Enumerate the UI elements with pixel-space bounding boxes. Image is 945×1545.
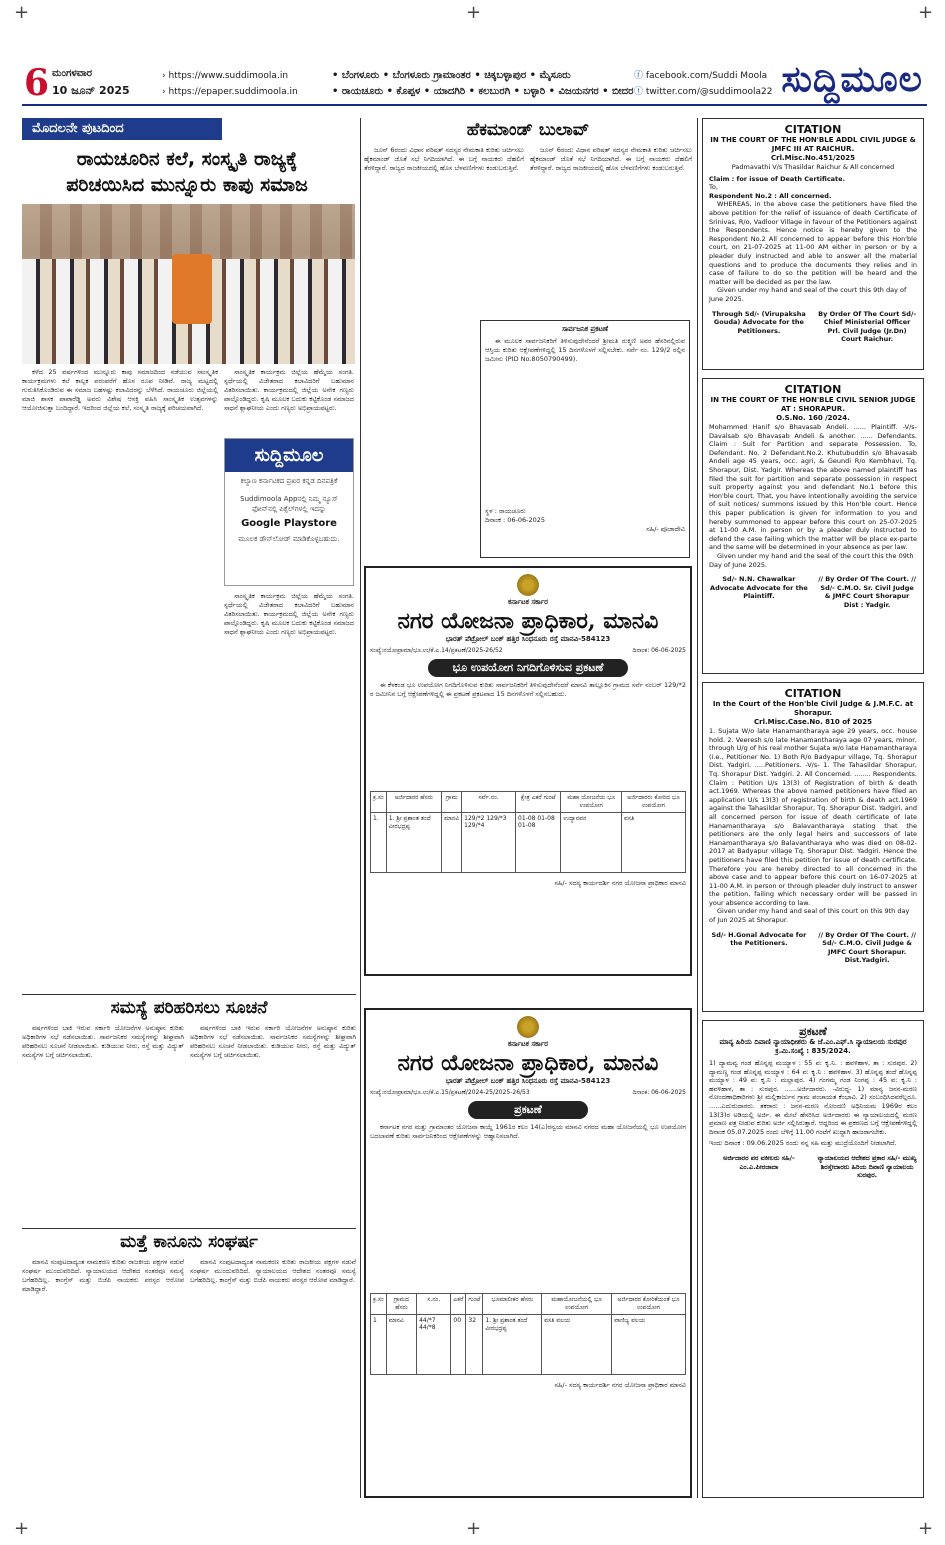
promo-line-3: ಮೂಲಕ ಡೌನ್‌ಲೋಡ್ ಮಾಡಿಕೊಳ್ಳಬಹುದು. (238, 535, 340, 543)
notice1-ref: ಸಂಖ್ಯೆ:ನಯೋಪ್ರಾಮಾ/ಭೂ.ಉ/ಕೆ.ಎ.14/ಪ್ರಕಟಣೆ/2025-26/52 (370, 647, 503, 654)
kannada-notice-signatures (709, 1154, 917, 1180)
header-cities (332, 68, 633, 100)
notice1-sign: ಸಹಿ/- ಸದಸ್ಯ ಕಾರ್ಯದರ್ಶಿ ನಗರ ಯೋಜನಾ ಪ್ರಾಧಿಕಾರ ಮಾನವಿ (554, 879, 686, 887)
lead-headline-line-1: ರಾಯಚೂರಿನ ಕಲೆ, ಸಂಸ್ಕೃತಿ ರಾಜ್ಯಕ್ಕೆ (76, 148, 298, 170)
town-planning-notice-1 (364, 566, 692, 976)
twitter-icon: ⓣ (634, 87, 646, 97)
notice2-ref-row (370, 1089, 686, 1097)
sale-notice-place: ಸ್ಥಳ : ರಾಯಚೂರು (485, 507, 526, 515)
story4-col-2-text: ಜೂನ್ 6ರಂದು ವಿಧಾನ ಪರಿಷತ್ ಸದಸ್ಯರ ನೇಮಕಾತಿ ಕುರಿತು ಚರ್ಚಿಸಲು ಹೈಕಮಾಂಡ್ ಜೊತೆ ಸಭೆ ನಿಗದಿಯಾಗಿದೆ. ಈ ಬಗ್ಗೆ ನಾಯಕರು ದೆಹಲಿಗೆ ತೆರಳಿದ್ದಾರೆ. ರಾಜ್ಯದ ರಾಜಕೀಯದಲ್ಲಿ ಹೊಸ ಬೆಳವಣಿಗೆಗಳು ಕಂಡುಬರುತ್ತಿವೆ. (530, 146, 692, 172)
story4-col-1-text: ಜೂನ್ 6ರಂದು ವಿಧಾನ ಪರಿಷತ್ ಸದಸ್ಯರ ನೇಮಕಾತಿ ಕುರಿತು ಚರ್ಚಿಸಲು ಹೈಕಮಾಂಡ್ ಜೊತೆ ಸಭೆ ನಿಗದಿಯಾಗಿದೆ. ಈ ಬಗ್ಗೆ ನಾಯಕರು ದೆಹಲಿಗೆ ತೆರಳಿದ್ದಾರೆ. ರಾಜ್ಯದ ರಾಜಕೀಯದಲ್ಲಿ ಹೊಸ ಬೆಳವಣಿಗೆಗಳು ಕಂಡುಬರುತ್ತಿವೆ. (364, 146, 524, 172)
citation1-given: Given under my hand and seal of the court this 9th day of June 2025. (709, 286, 907, 303)
story2-col-2 (190, 1024, 356, 1224)
citation1-claim: Claim : for issue of Death Certificate. (709, 174, 846, 183)
kannada-notice-case: ಕ್ರ.ಮಿ.ಸಂಖ್ಯೆ : 835/2024. (775, 1047, 851, 1055)
notice2-date: ದಿನಾಂಕ: 06-06-2025 (632, 1089, 686, 1096)
citation1-parties: Padmavathi V/s Thasildar Raichur & All concerned (731, 163, 895, 171)
kannada-notice-sig-right: ನ್ಯಾಯಾಲಯದ ಆದೇಶದ ಪ್ರಕಾರ ಸಹಿ/- ಮುಖ್ಯ ಶಿರಸ್ತೇದಾರರು ಹಿರಿಯ ದಿವಾಣಿ ನ್ಯಾಯಾಲಯ ಸುರಪುರ. (817, 1153, 917, 1180)
lead-col-2b-text: ಸಾಂಸ್ಕೃತಿಕ ಕಾರ್ಯಕ್ರಮ ಜಿಲ್ಲೆಯ ಹೆಮ್ಮೆಯ ಸಂಗತಿ. ಸ್ಪರ್ಧೆಯಲ್ಲಿ ವಿಜೇತರಾದ ಕಲಾವಿದರಿಗೆ ಬಹುಮಾನ ವಿತರಿಸಲಾಯಿತು. ಕಾರ್ಯಕ್ರಮದಲ್ಲಿ ಜಿಲ್ಲೆಯ ಅನೇಕ ಗಣ್ಯರು ಪಾಲ್ಗೊಂಡಿದ್ದರು. ಕೃಷಿ ಮೂಲಕ ಬದುಕು ಕಟ್ಟಿಕೊಂಡ ಸಮಾಜದ ಸಾಧನೆ ಶ್ಲಾಘನೀಯ ಎಂದು ಗಣ್ಯರು ಅಭಿಪ್ರಾಯಪಟ್ಟರು. (224, 592, 354, 636)
notice2-table (370, 1293, 686, 1375)
citation1-to: To, (709, 183, 718, 192)
citation2-given: Given under my hand and the seal of the court this the 09th Day of June 2025. (709, 551, 914, 569)
citation2-title: CITATION (784, 383, 842, 396)
citation3-sig-left: Sd/- H.Gonal Advocate for the Petitioners. (711, 930, 807, 948)
citation1-resp: Respondent No.2 : All concerned. (709, 191, 832, 200)
citation3-body: 1. Sujata W/o late Hanamantharaya age 29 years, occ. house hold. 2. Veeresh s/o late Hanamantharaya age 07 years, minor, through U/g of his real mother Sujata w/o late Hanamantharaya (i.e., Petitioner No. 1) Both R/o Badyapur village, Tq. Shorapur Dist. Yadgiri. .....Petitioners. -V/s- 1. The Tahasildar Shorapur, Tq. Shorapur Dist. Yadgiri. 2. All Concerned. ........ Respondents. Claim : Petition U/s 13(3) of Registration of birth & death act.1969. Whereas the above named petitioners have filed an application U/s 13(3) of registration of birth & death act.1969 against the Tahasildar Shorapur, Tq. Shorapur Dist. Yadgiri, and all concerned person for issue of death certificate of late Hanamantharaya s/o Balavantharaya stating that the petitioners are the only legal heirs and successors of late Hanamantharaya s/o Balavantharaya who was died on 08-02-2017 at Badyapur village Tq. Shorapur Dist. Yadgiri. Hence the petitioners have filed this petition for issue of death certificate. Therefore you are hereby directed to all concerned in the above case and to appear before this court on 16-07-2025 at 11-00 A.M. in person or through pleader duly instruct to answer the petition, failing which necessary order will be passed in your absence according to law. (709, 727, 917, 907)
citation1-sig-left: Through Sd/- (Virupaksha Gouda) Advocate for the Petitioners. (712, 309, 806, 335)
rule-story3 (22, 1228, 356, 1229)
lead-col-2-text: ಸಾಂಸ್ಕೃತಿಕ ಕಾರ್ಯಕ್ರಮ ಜಿಲ್ಲೆಯ ಹೆಮ್ಮೆಯ ಸಂಗತಿ. ಸ್ಪರ್ಧೆಯಲ್ಲಿ ವಿಜೇತರಾದ ಕಲಾವಿದರಿಗೆ ಬಹುಮಾನ ವಿತರಿಸಲಾಯಿತು. ಕಾರ್ಯಕ್ರಮದಲ್ಲಿ ಜಿಲ್ಲೆಯ ಅನೇಕ ಗಣ್ಯರು ಪಾಲ್ಗೊಂಡಿದ್ದರು. ಕೃಷಿ ಮೂಲಕ ಬದುಕು ಕಟ್ಟಿಕೊಂಡ ಸಮಾಜದ ಸಾಧನೆ ಶ್ಲಾಘನೀಯ ಎಂದು ಗಣ್ಯರು ಅಭಿಪ್ರಾಯಪಟ್ಟರು. (224, 368, 354, 412)
header-date: 10 ಜೂನ್ 2025 (52, 84, 130, 97)
lead-col-1 (22, 368, 218, 988)
sale-notice-date: ದಿನಾಂಕ : 06-06-2025 (485, 516, 546, 524)
notice1-table-header: ಕ್ರ.ಸಂ ಅರ್ಜಿದಾರರ ಹೆಸರು ಗ್ರಾಮ ಸರ್ವೆ.ನಂ. ಕ್ಷೇತ್ರ ಎಕರೆ ಗುಂಟೆ ಮಹಾ ಯೋಜನೆಯ ಭೂ ಉಪಯೋಗ ಅರ್ಜಿದಾರರು ಕೋರಿದ ಭೂ ಉಪಯೋಗ (371, 792, 686, 813)
table-row: 1. 1. ಶ್ರೀ ಪ್ರಶಾಂತ ತಂದೆ ವೀರಭದ್ರಪ್ಪ ಮಾನವಿ 129/*2 129/*3 129/*4 01-08 01-08 01-08 ಉದ್ಯಾನವನ ವಸತಿ (371, 813, 686, 873)
notice1-pill: ಭೂ ಉಪಯೋಗ ನಿಗದಿಗೊಳಿಸುವ ಪ್ರಕಟಣೆ (428, 659, 628, 677)
story4-col-2 (530, 146, 692, 316)
kannada-notice-given: ಇಂದು ದಿನಾಂಕ : 09.06.2025 ರಂದು ನನ್ನ ಸಹಿ ಮತ್ತು ಮುದ್ರೆಯೊಂದಿಗೆ ನೀಡಲಾಗಿದೆ. (709, 1139, 897, 1148)
citation3-title: CITATION (784, 687, 842, 700)
citation2-body: Mohammed Hanif s/o Bhavasab Andeli. ...... Plaintiff. -V/s- Davalsab s/o Bhavasab Andeli & another. ...... Defendants. Claim : Suit for Partition and separate Possession. To, Defendant. No. 2 Defendant.No.2. Khutubuddin s/o Bhavasab Andeli age 45 years, occ. agri, & Geundi R/o Kembhavi, Tq. Shorapur, Dist. Yadgir. Whereas the above named plaintiff has filed the suit for partition and separate possession in respect suit property against you and defendant No.1 before this Hon'ble court. That, you have intentionally avoiding the service of suit notices/ summons issued by this Hon'ble court. Hence this paper publication is given for information to you and hereby summoned to appear before this court on 25-07-2025 at 11-00 A.M. in person or by a pleader duly instructed to defend the case failing which the matter will be place ex-parte and the same will be determined in your absence as per law. (709, 423, 917, 552)
registration-mark-bottom-center: + (466, 1518, 482, 1539)
story3-col-1 (22, 1258, 184, 1498)
header-social (634, 68, 772, 100)
citation-2 (702, 378, 924, 674)
citation1-title: CITATION (784, 123, 842, 136)
notice2-sign: ಸಹಿ/- ಸದಸ್ಯ ಕಾರ್ಯದರ್ಶಿ ನಗರ ಯೋಜನಾ ಪ್ರಾಧಿಕಾರ ಮಾನವಿ (554, 1381, 686, 1389)
sale-notice-box (480, 320, 690, 558)
citation2-case: O.S.No. 160 /2024. (776, 414, 850, 422)
citation2-signatures (709, 575, 917, 609)
kannada-notice-body: 1) ದ್ಯಾಮವ್ವ ಗಂಡ ಹೊನ್ನಪ್ಪ ಮಯ್ಯಾಳ : 55 ವ: ಕೃ.ನಿ. : ಹವಳಿಹಾಳ, ತಾ : ಸುರಪುರ. 2) ದ್ಯಾಮಣ್ಣ ಗಂಡ ಹೊನ್ನಪ್ಪ ಮಯ್ಯಾಳ : 64 ವ: ಕೃ.ನಿ : ಹವಳಿಹಾಳ. 3) ಹೊನ್ನಪ್ಪ ತಂದೆ ಹೊನ್ನಪ್ಪ ಮಯ್ಯಾಳ : 49 ವ: ಕೃ.ನಿ : ಮಲ್ಲಾಪುರ. 4) ಗಂಗಮ್ಮ ಗಂಡ ನಿಂಗಪ್ಪ : 45 ವ: ಕೃ.ನಿ : ಹವಳಿಹಾಳ, ತಾ : ಸುರಪುರ. ......ಅರ್ಜಿದಾರರು. -ವಿರುದ್ಧ- 1) ಮಾನ್ಯ ಜನನ-ಮರಣ ನೋಂದಣಾಧಿಕಾರಿಗಳು ಶ್ರೀ ಮಲ್ಲಿಕಾರ್ಜುನ ಗ್ರಾಮ ಪಂಚಾಯತ ಕೆಂಭಾವಿ. 2) ಸಂಬಂಧಿಸಿದವರೆಲ್ಲರೂ. ......ಎದುರುದಾರರು. ತಕರಾರು : ಜನನ-ಮರಣ ನೋಂದಣಿ ಅಧಿನಿಯಮ 1969ರ ಕಲಂ 13(3)ರ ಅಡಿಯಲ್ಲಿ ಅರ್ಜಿ. ಈ ಮೇಲೆ ಹೆಸರಿಸಿದ ಅರ್ಜಿದಾರರು ಈ ನ್ಯಾಯಾಲಯದಲ್ಲಿ ಮರಣ ಪ್ರಮಾಣ ಪತ್ರ ನೀಡುವ ಕುರಿತು ಅರ್ಜಿ ಸಲ್ಲಿಸಿರುತ್ತಾರೆ. ಆದ್ದರಿಂದ ಈ ಪ್ರಕರಣದ ಬಗ್ಗೆ ಆಕ್ಷೇಪಣೆಗಳಿದ್ದಲ್ಲಿ ದಿನಾಂಕ 05.07.2025 ರಂದು ಬೆಳಿಗ್ಗೆ 11.00 ಗಂಟೆಗೆ ಖುದ್ದಾಗಿ ಹಾಜರಾಗಬೇಕು. (709, 1059, 917, 1136)
notice2-body: ಕರ್ನಾಟಕ ನಗರ ಮತ್ತು ಗ್ರಾಮಾಂತರ ಯೋಜನಾ ಕಾಯ್ದೆ 1961ರ ಕಲಂ 14(ಎ)ರನ್ವಯ ಮಾನವಿ ನಗರದ ಮಹಾ ಯೋಜನೆಯಲ್ಲಿ ಭೂ ಉಪಯೋಗ ಬದಲಾವಣೆ ಕುರಿತು ಸಾರ್ವಜನಿಕರಿಂದ ಆಕ್ಷೇಪಣೆಗಳನ್ನು ಆಹ್ವಾನಿಸಲಾಗಿದೆ. (370, 1123, 686, 1140)
promo-playstore: Google Playstore (241, 518, 337, 529)
table-row: 1 ಮಾನವಿ 44/*7 44/*8 00 32 1. ಶ್ರೀ ಪ್ರಶಾಂತ ತಂದೆ ವೀರಭದ್ರಪ್ಪ ವಸತಿ ವಲಯ ವಾಣಿಜ್ಯ ವಲಯ (371, 1315, 686, 1375)
notice2-ref: ಸಂಖ್ಯೆ:ನಯೋಪ್ರಾಮಾ/ಭೂ.ಉ/ಕೆ.ಎ.15/ಪ್ರಕಟಣೆ/2024-25/2025-26/53 (370, 1089, 530, 1096)
notice1-date: ದಿನಾಂಕ: 06-06-2025 (632, 647, 686, 654)
notice1-ref-row (370, 647, 686, 655)
registration-mark-top-center: + (466, 2, 482, 23)
lead-headline-line-2: ಪರಿಚಯಿಸಿದ ಮುನ್ನೂರು ಕಾಪು ಸಮಾಜ (66, 174, 308, 196)
column-divider (360, 118, 361, 1498)
registration-mark-top-left: + (14, 2, 30, 23)
lead-photo (22, 204, 355, 364)
promo-line-2: Suddimoola Appನಲ್ಲಿ ನಿಮ್ಮ ನ್ಯೂಸ್ ಫೋನ್‌ನಲ್ಲಿ ಪಿಕ್ಸೆಲ್‌ಗಳಲ್ಲಿ ಇದನ್ನು (240, 495, 338, 513)
sale-notice-text: ಈ ಮೂಲಕ ಸಾರ್ವಜನಿಕರಿಗೆ ತಿಳಿಸುವುದೇನೆಂದರೆ ಶ್ರೀಮತಿ ರುಕ್ಮಿಣಿ ಅವರ ಹೆಸರಿನಲ್ಲಿರುವ ಆಸ್ತಿಯ ಕುರಿತು ಆಕ್ಷೇಪಣೆಗಳಿದ್ದಲ್ಲಿ 15 ದಿನಗಳೊಳಗೆ ಸಲ್ಲಿಸಬೇಕು. ಸರ್ವೆ ನಂ. 129/2 ರಲ್ಲಿನ ಜಮೀನು (PID No.8050790499). (485, 337, 685, 363)
town-planning-notice-2 (364, 1008, 692, 1498)
sale-notice-title: ಸಾರ್ವಜನಿಕ ಪ್ರಕಟಣೆ (561, 325, 609, 333)
facebook-link[interactable]: ⓕ facebook.com/Suddi Moola (634, 71, 768, 81)
cities-line-1: • ಬೆಂಗಳೂರು • ಬೆಂಗಳೂರು ಗ್ರಾಮಾಂತರ • ಚಿಕ್ಕಬಳ್ಳಾಪುರ • ಮೈಸೂರು (332, 70, 571, 81)
story3-col-2-text: ಮಾನವಿ ಸಂಪುಟದಾದ್ಯಂತ ನಾಮಕರಣ ಕುರಿತು ರಾಜಕೀಯ ಪಕ್ಷಗಳ ನಡುವೆ ಸಂಘರ್ಷ ಮುಂದುವರಿದಿದೆ. ನ್ಯಾಯಾಲಯದ ಆದೇಶದ ನಂತರವೂ ಸಮಸ್ಯೆ ಬಗೆಹರಿದಿಲ್ಲ. ಕಾಂಗ್ರೆಸ್ ಮತ್ತು ಬಿಜೆಪಿ ನಾಯಕರು ಪರಸ್ಪರ ಆರೋಪ ಮಾಡಿದ್ದಾರೆ. (190, 1258, 356, 1284)
story4-title: ಹೆಕಮಾಂಡ್ ಬುಲಾವ್ (466, 120, 590, 140)
registration-mark-bottom-right: + (918, 1518, 934, 1539)
lead-headline (22, 146, 352, 198)
notice2-govt: ಕರ್ನಾಟಕ ಸರ್ಕಾರ (508, 1040, 548, 1048)
website-link[interactable]: › https://www.suddimoola.in (162, 71, 289, 81)
citation1-case: Crl.Misc.No.451/2025 (771, 154, 855, 162)
story3-title: ಮತ್ತೆ ಕಾನೂನು ಸಂಘರ್ಷ (120, 1232, 258, 1252)
kannada-notice-sig-left: ಅರ್ಜಿದಾರರ ಪರ ವಕೀಲರು ಸಹಿ/- ಎಂ.ಎ.ಪೀರಜಾದಾ (723, 1153, 795, 1171)
citation1-court: IN THE COURT OF THE HON'BLE ADDL CIVIL JUDGE & JMFC III AT RAICHUR. (710, 136, 916, 153)
promo-line-1: ಕಲ್ಯಾಣ ಕರ್ನಾಟಕದ ಪ್ರಖರ ಕನ್ನಡ ದಿನಪತ್ರಿಕೆ (240, 477, 338, 485)
citation3-given: Given under my hand and seal of this court on this 9th day of Jun 2025 at Shorapur. (709, 907, 910, 925)
citation2-sig-left: Sd/- N.N. Chawalkar Advocate Advocate for the Plaintiff. (710, 575, 808, 601)
karnataka-emblem-icon (517, 574, 539, 596)
citation3-sig-right: // By Order Of The Court. // Sd/- C.M.O. Civil Judge & JMFC Court Shorapur. Dist.Yadgiri. (818, 930, 916, 965)
story3-col-1-text: ಮಾನವಿ ಸಂಪುಟದಾದ್ಯಂತ ನಾಮಕರಣ ಕುರಿತು ರಾಜಕೀಯ ಪಕ್ಷಗಳ ನಡುವೆ ಸಂಘರ್ಷ ಮುಂದುವರಿದಿದೆ. ನ್ಯಾಯಾಲಯದ ಆದೇಶದ ನಂತರವೂ ಸಮಸ್ಯೆ ಬಗೆಹರಿದಿಲ್ಲ. ಕಾಂಗ್ರೆಸ್ ಮತ್ತು ಬಿಜೆಪಿ ನಾಯಕರು ಪರಸ್ಪರ ಆರೋಪ ಮಾಡಿದ್ದಾರೆ. (22, 1258, 184, 1293)
citation2-court: IN THE COURT OF THE HON'BLE CIVIL SENIOR JUDGE AT : SHORAPUR. (710, 396, 916, 413)
sale-notice-sign: ಸಹಿ/- ಪೂಜಾದೇವಿ (646, 525, 685, 533)
citation3-court: In the Court of the Hon'ble Civil Judge & J.M.F.C. at Shorapur. (712, 700, 914, 717)
cities-line-2: • ರಾಯಚೂರು • ಕೊಪ್ಪಳ • ಯಾದಗಿರಿ • ಕಲಬುರಗಿ • ಬಳ್ಳಾರಿ • ವಿಜಯನಗರ • ಬೀದರ (332, 86, 634, 97)
citation1-sig-right: By Order Of The Court Sd/- Chief Ministerial Officer Prl. Civil Judge (Jr.Dn) Court Raichur. (818, 309, 917, 344)
page-number: 6 (24, 62, 50, 104)
notice1-body: ಈ ಕೆಳಕಂಡ ಭೂ ಉಪಯೋಗ ನಿಗದಿಗೊಳಿಸುವ ಕುರಿತು ಸಾರ್ವಜನಿಕರಿಗೆ ತಿಳಿಸುವುದೇನೆಂದರೆ ಮಾನವಿ ತಾಲ್ಲೂಕಿನ ಗ್ರಾಮದ ಸರ್ವೆ ನಂಬರ್ 129/*2 ರ ಜಮೀನಿನ ಬಗ್ಗೆ ಆಕ್ಷೇಪಣೆಗಳಿದ್ದಲ್ಲಿ ಈ ಪ್ರಕಟಣೆ ಪ್ರಕಟವಾದ 15 ದಿನಗಳೊಳಗೆ ಸಲ್ಲಿಸಬಹುದು. (370, 681, 686, 698)
facebook-icon: ⓕ (634, 71, 646, 81)
column-divider (697, 118, 698, 1498)
header-day: ಮಂಗಳವಾರ (52, 68, 93, 79)
story4-col-1 (364, 146, 524, 316)
app-promo-box[interactable] (224, 438, 354, 586)
lead-col-1-text: ಕಳೆದ 25 ವರ್ಷಗಳಿಂದ ಮುನ್ನೂರು ಕಾಪು ಸಮಾಜದಿಂದ ನಡೆಯುವ ಸಾಂಸ್ಕೃತಿಕ ಕಾರ್ಯಕ್ರಮಗಳು ಕಲೆ ಕಾಲ್ಪಕ ಪರಂಪರೆಗೆ ಹೊಸ ರೂಪ ನೀಡಿವೆ. ರಾಜ್ಯ ಮಟ್ಟದಲ್ಲಿ ಗುರುತಿಸಿಕೊಂಡಿರುವ ಈ ಸಮಾಜ ಬಹಳಷ್ಟು ಕಲಾವಿದರನ್ನು ಬೆಳೆಸಿದೆ. ರಾಯಚೂರು ಜಿಲ್ಲೆಯಲ್ಲಿ ಮಾಜಿ ಶಾಸಕ ಪಾಪಾರೆಡ್ಡಿ ಅವರು ವಿಶೇಷ ಆಸಕ್ತಿ ವಹಿಸಿ ಸಾಂಸ್ಕೃತಿಕ ಉತ್ಸವಗಳನ್ನು ಆಯೋಜಿಸುತ್ತಾ ಬಂದಿದ್ದಾರೆ. ಇದರಿಂದ ಜಿಲ್ಲೆಯ ಕಲೆ, ಸಂಸ್ಕೃತಿ ರಾಜ್ಯಕ್ಕೆ ಪರಿಚಯವಾಗಿದೆ. (22, 368, 218, 412)
header-urls (162, 68, 298, 100)
lead-col-2 (224, 368, 354, 434)
notice2-table-header: ಕ್ರ.ಸಂ ಗ್ರಾಮದ ಹೆಸರು ಸ.ನಂ. ಎಕರೆ ಗುಂಟೆ ಭೂಮಾಲೀಕರ ಹೆಸರು ಮಹಾಯೋಜನೆಯಲ್ಲಿ ಭೂ ಉಪಯೋಗ ಅರ್ಜಿದಾರರ ಕೋರಿಕೆಯಂತೆ ಭೂ ಉಪಯೋಗ (371, 1294, 686, 1315)
sale-notice-footer (485, 507, 685, 534)
kannada-notice-title: ಪ್ರಕಟಣೆ (799, 1025, 827, 1038)
section-banner: ಮೊದಲನೇ ಪುಟದಿಂದ (22, 118, 222, 140)
kannada-court-notice (702, 1020, 924, 1498)
notice2-pill: ಪ್ರಕಟಣೆ (468, 1101, 588, 1119)
notice1-subtitle: ಭಾರತ್ ಪೆಟ್ರೋಲ್ ಬಂಕ್ ಹತ್ತಿರ ಸಿಂಧನೂರು ರಸ್ತೆ ಮಾನವಿ-584123 (445, 635, 611, 643)
rule-story2 (22, 994, 356, 995)
promo-logo: ಸುದ್ದಿಮೂಲ (225, 439, 353, 472)
citation3-case: Crl.Misc.Case.No. 810 of 2025 (753, 718, 872, 726)
notice2-subtitle: ಭಾರತ್ ಪೆಟ್ರೋಲ್ ಬಂಕ್ ಹತ್ತಿರ ಸಿಂಧನೂರು ರಸ್ತೆ ಮಾನವಿ-584123 (445, 1077, 611, 1085)
notice1-table (370, 791, 686, 873)
karnataka-emblem-icon (517, 1016, 539, 1038)
epaper-link[interactable]: › https://epaper.suddimoola.in (162, 87, 298, 97)
citation1-body: WHEREAS, in the above case the petitioners have filed the above petition for the relief of issuance of death Certificate of Srinivas, R/o, Vadloor Village in favour of the Petitioners against the Respondents. Hence notice is hereby given to the Respondent No.2 All concerned to appear before this Hon'ble court, on 21-07-2025 at 11-00 AM either in person or by a pleader duly instructed and able to answer all the material questions and to produce the documents they relies and in case of failure to do so the petition will be heard and the matter will be decided as per the law. (709, 200, 917, 286)
photo-honoree (172, 254, 212, 324)
story2-col-2-text: ವರ್ಷಗಳಿಂದ ಬಾಕಿ ಇರುವ ಸರ್ಕಾರಿ ಯೋಜನೆಗಳ ಅನುಷ್ಠಾನ ಕುರಿತು ಅಧಿಕಾರಿಗಳ ಸಭೆ ನಡೆಸಲಾಯಿತು. ಸಾರ್ವಜನಿಕರ ಸಮಸ್ಯೆಗಳನ್ನು ಶೀಘ್ರವಾಗಿ ಪರಿಹರಿಸಲು ಸೂಚನೆ ನೀಡಲಾಯಿತು. ಕುಡಿಯುವ ನೀರು, ರಸ್ತೆ ಮತ್ತು ವಿದ್ಯುತ್ ಸಮಸ್ಯೆಗಳ ಬಗ್ಗೆ ಚರ್ಚಿಸಲಾಯಿತು. (190, 1024, 356, 1059)
notice1-title: ನಗರ ಯೋಜನಾ ಪ್ರಾಧಿಕಾರ, ಮಾನವಿ (397, 608, 659, 634)
notice1-govt: ಕರ್ನಾಟಕ ಸರ್ಕಾರ (508, 598, 548, 606)
twitter-link[interactable]: ⓣ twitter.com/@suddimoola22 (634, 87, 773, 97)
story2-col-1 (22, 1024, 184, 1224)
notice2-title: ನಗರ ಯೋಜನಾ ಪ್ರಾಧಿಕಾರ, ಮಾನವಿ (397, 1050, 659, 1076)
citation1-signatures (709, 310, 917, 344)
story3-col-2 (190, 1258, 356, 1498)
kannada-notice-court: ಮಾನ್ಯ ಹಿರಿಯ ದಿವಾಣಿ ನ್ಯಾಯಾಧೀಶರು & ಜೆ.ಎಂ.ಎಫ್.ಸಿ ನ್ಯಾಯಾಲಯ ಸುರಪುರ (719, 1038, 907, 1046)
registration-mark-top-right: + (918, 2, 934, 23)
story2-title: ಸಮಸ್ಯೆ ಪರಿಹರಿಸಲು ಸೂಚನೆ (110, 998, 268, 1018)
masthead-logo: ಸುದ್ದಿಮೂಲ (781, 58, 923, 100)
citation2-sig-right: // By Order Of The Court. // Sd/- C.M.O. Sr. Civil Judge & JMFC Court Shorapur Dist : Yadgir. (818, 575, 916, 609)
page-header (22, 58, 927, 106)
story2-col-1-text: ವರ್ಷಗಳಿಂದ ಬಾಕಿ ಇರುವ ಸರ್ಕಾರಿ ಯೋಜನೆಗಳ ಅನುಷ್ಠಾನ ಕುರಿತು ಅಧಿಕಾರಿಗಳ ಸಭೆ ನಡೆಸಲಾಯಿತು. ಸಾರ್ವಜನಿಕರ ಸಮಸ್ಯೆಗಳನ್ನು ಶೀಘ್ರವಾಗಿ ಪರಿಹರಿಸಲು ಸೂಚನೆ ನೀಡಲಾಯಿತು. ಕುಡಿಯುವ ನೀರು, ರಸ್ತೆ ಮತ್ತು ವಿದ್ಯುತ್ ಸಮಸ್ಯೆಗಳ ಬಗ್ಗೆ ಚರ್ಚಿಸಲಾಯಿತು. (22, 1024, 184, 1059)
citation-3 (702, 682, 924, 1012)
citation3-signatures (709, 931, 917, 965)
registration-mark-bottom-left: + (14, 1518, 30, 1539)
citation-1 (702, 118, 924, 370)
lead-col-2b (224, 592, 354, 988)
